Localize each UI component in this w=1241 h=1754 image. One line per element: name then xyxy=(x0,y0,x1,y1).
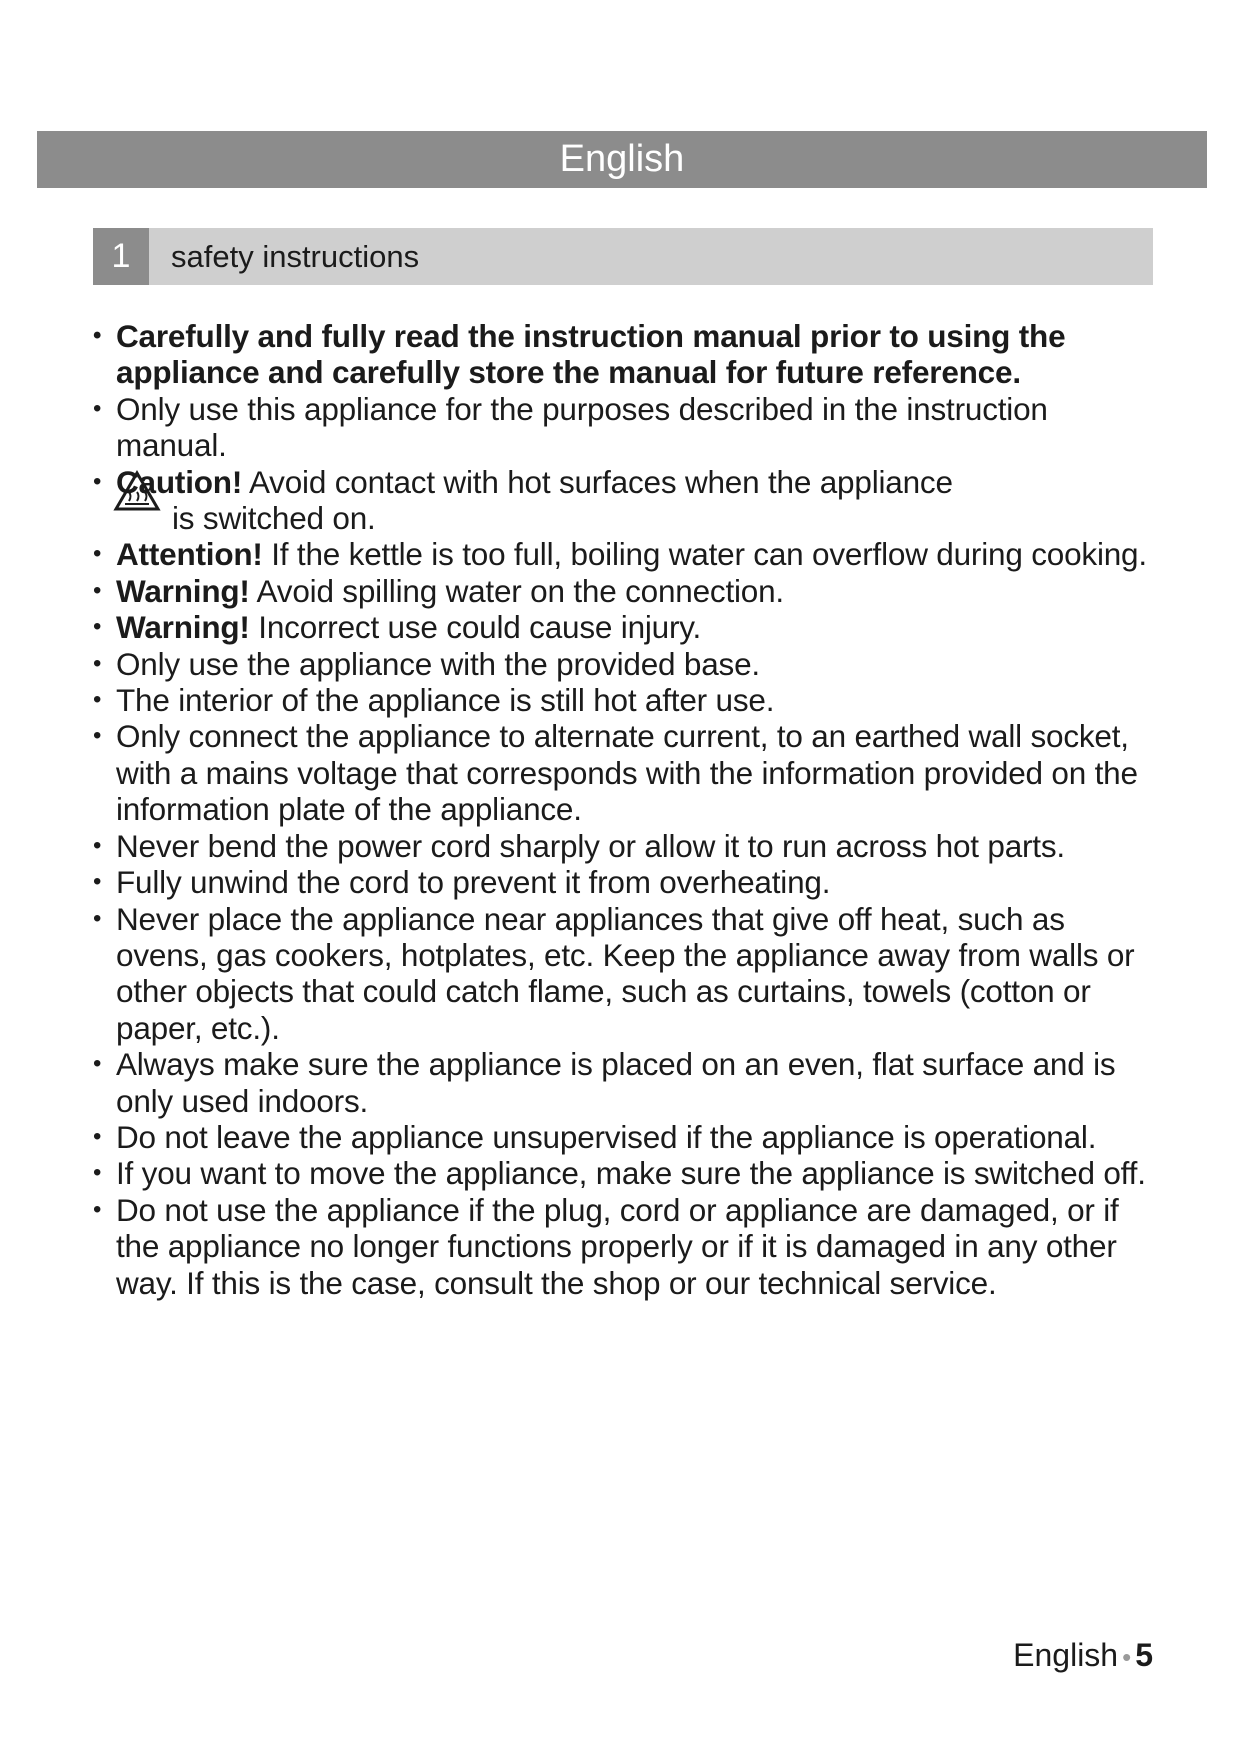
safety-instructions-list xyxy=(93,318,1153,1301)
list-item: • If you want to move the appliance, make sure the appliance is switched off. xyxy=(93,1155,1153,1191)
footer-separator-dot: • xyxy=(1122,1642,1132,1672)
list-item: • Never place the appliance near appliances that give off heat, such as ovens, gas cookers, hotplates, etc. Keep the appliance away from walls or other objects that could catch flame, such as curtains, towels (cotton or paper, etc.). xyxy=(93,901,1153,1047)
hot-surface-warning-icon xyxy=(113,470,161,512)
footer-language: English xyxy=(1013,1637,1119,1673)
list-item: • Fully unwind the cord to prevent it from overheating. xyxy=(93,864,1153,900)
section-number: 1 xyxy=(93,228,149,285)
caution-keyword: Caution! xyxy=(116,463,243,500)
language-header-bar xyxy=(37,131,1207,188)
list-item: • Always make sure the appliance is placed on an even, flat surface and is only used indoors. xyxy=(93,1046,1153,1119)
list-item: • Warning! Avoid spilling water on the connection. xyxy=(93,573,1153,609)
section-heading xyxy=(93,228,1153,285)
list-item: • Attention! If the kettle is too full, boiling water can overflow during cooking. xyxy=(93,536,1153,572)
list-item: • Only use the appliance with the provided base. xyxy=(93,646,1153,682)
list-item: • Only connect the appliance to alternate current, to an earthed wall socket, with a mains voltage that corresponds with the information provided on the information plate of the appliance. xyxy=(93,718,1153,827)
list-item: • The interior of the appliance is still hot after use. xyxy=(93,682,1153,718)
warning-keyword: Warning! xyxy=(116,609,250,646)
list-item: • Only use this appliance for the purposes described in the instruction manual. xyxy=(93,391,1153,464)
attention-keyword: Attention! xyxy=(116,536,263,573)
list-item: • Never bend the power cord sharply or allow it to run across hot parts. xyxy=(93,828,1153,864)
page-footer xyxy=(1013,1637,1153,1674)
page-number: 5 xyxy=(1135,1637,1153,1673)
language-header-label: English xyxy=(559,138,685,180)
list-item: • Carefully and fully read the instruction manual prior to using the appliance and carefully store the manual for future reference. xyxy=(93,318,1153,391)
list-item: • Do not use the appliance if the plug, cord or appliance are damaged, or if the appliance no longer functions properly or if it is damaged in any other way. If this is the case, consult the shop or our technical service. xyxy=(93,1192,1153,1301)
list-item: • Warning! Incorrect use could cause injury. xyxy=(93,609,1153,645)
warning-keyword: Warning! xyxy=(116,572,250,609)
list-item: • Do not leave the appliance unsupervised if the appliance is operational. xyxy=(93,1119,1153,1155)
list-item-caution: • Caution! Avoid contact with hot surfaces when the appliance is switched on. xyxy=(93,464,1153,537)
section-title: safety instructions xyxy=(171,238,420,274)
